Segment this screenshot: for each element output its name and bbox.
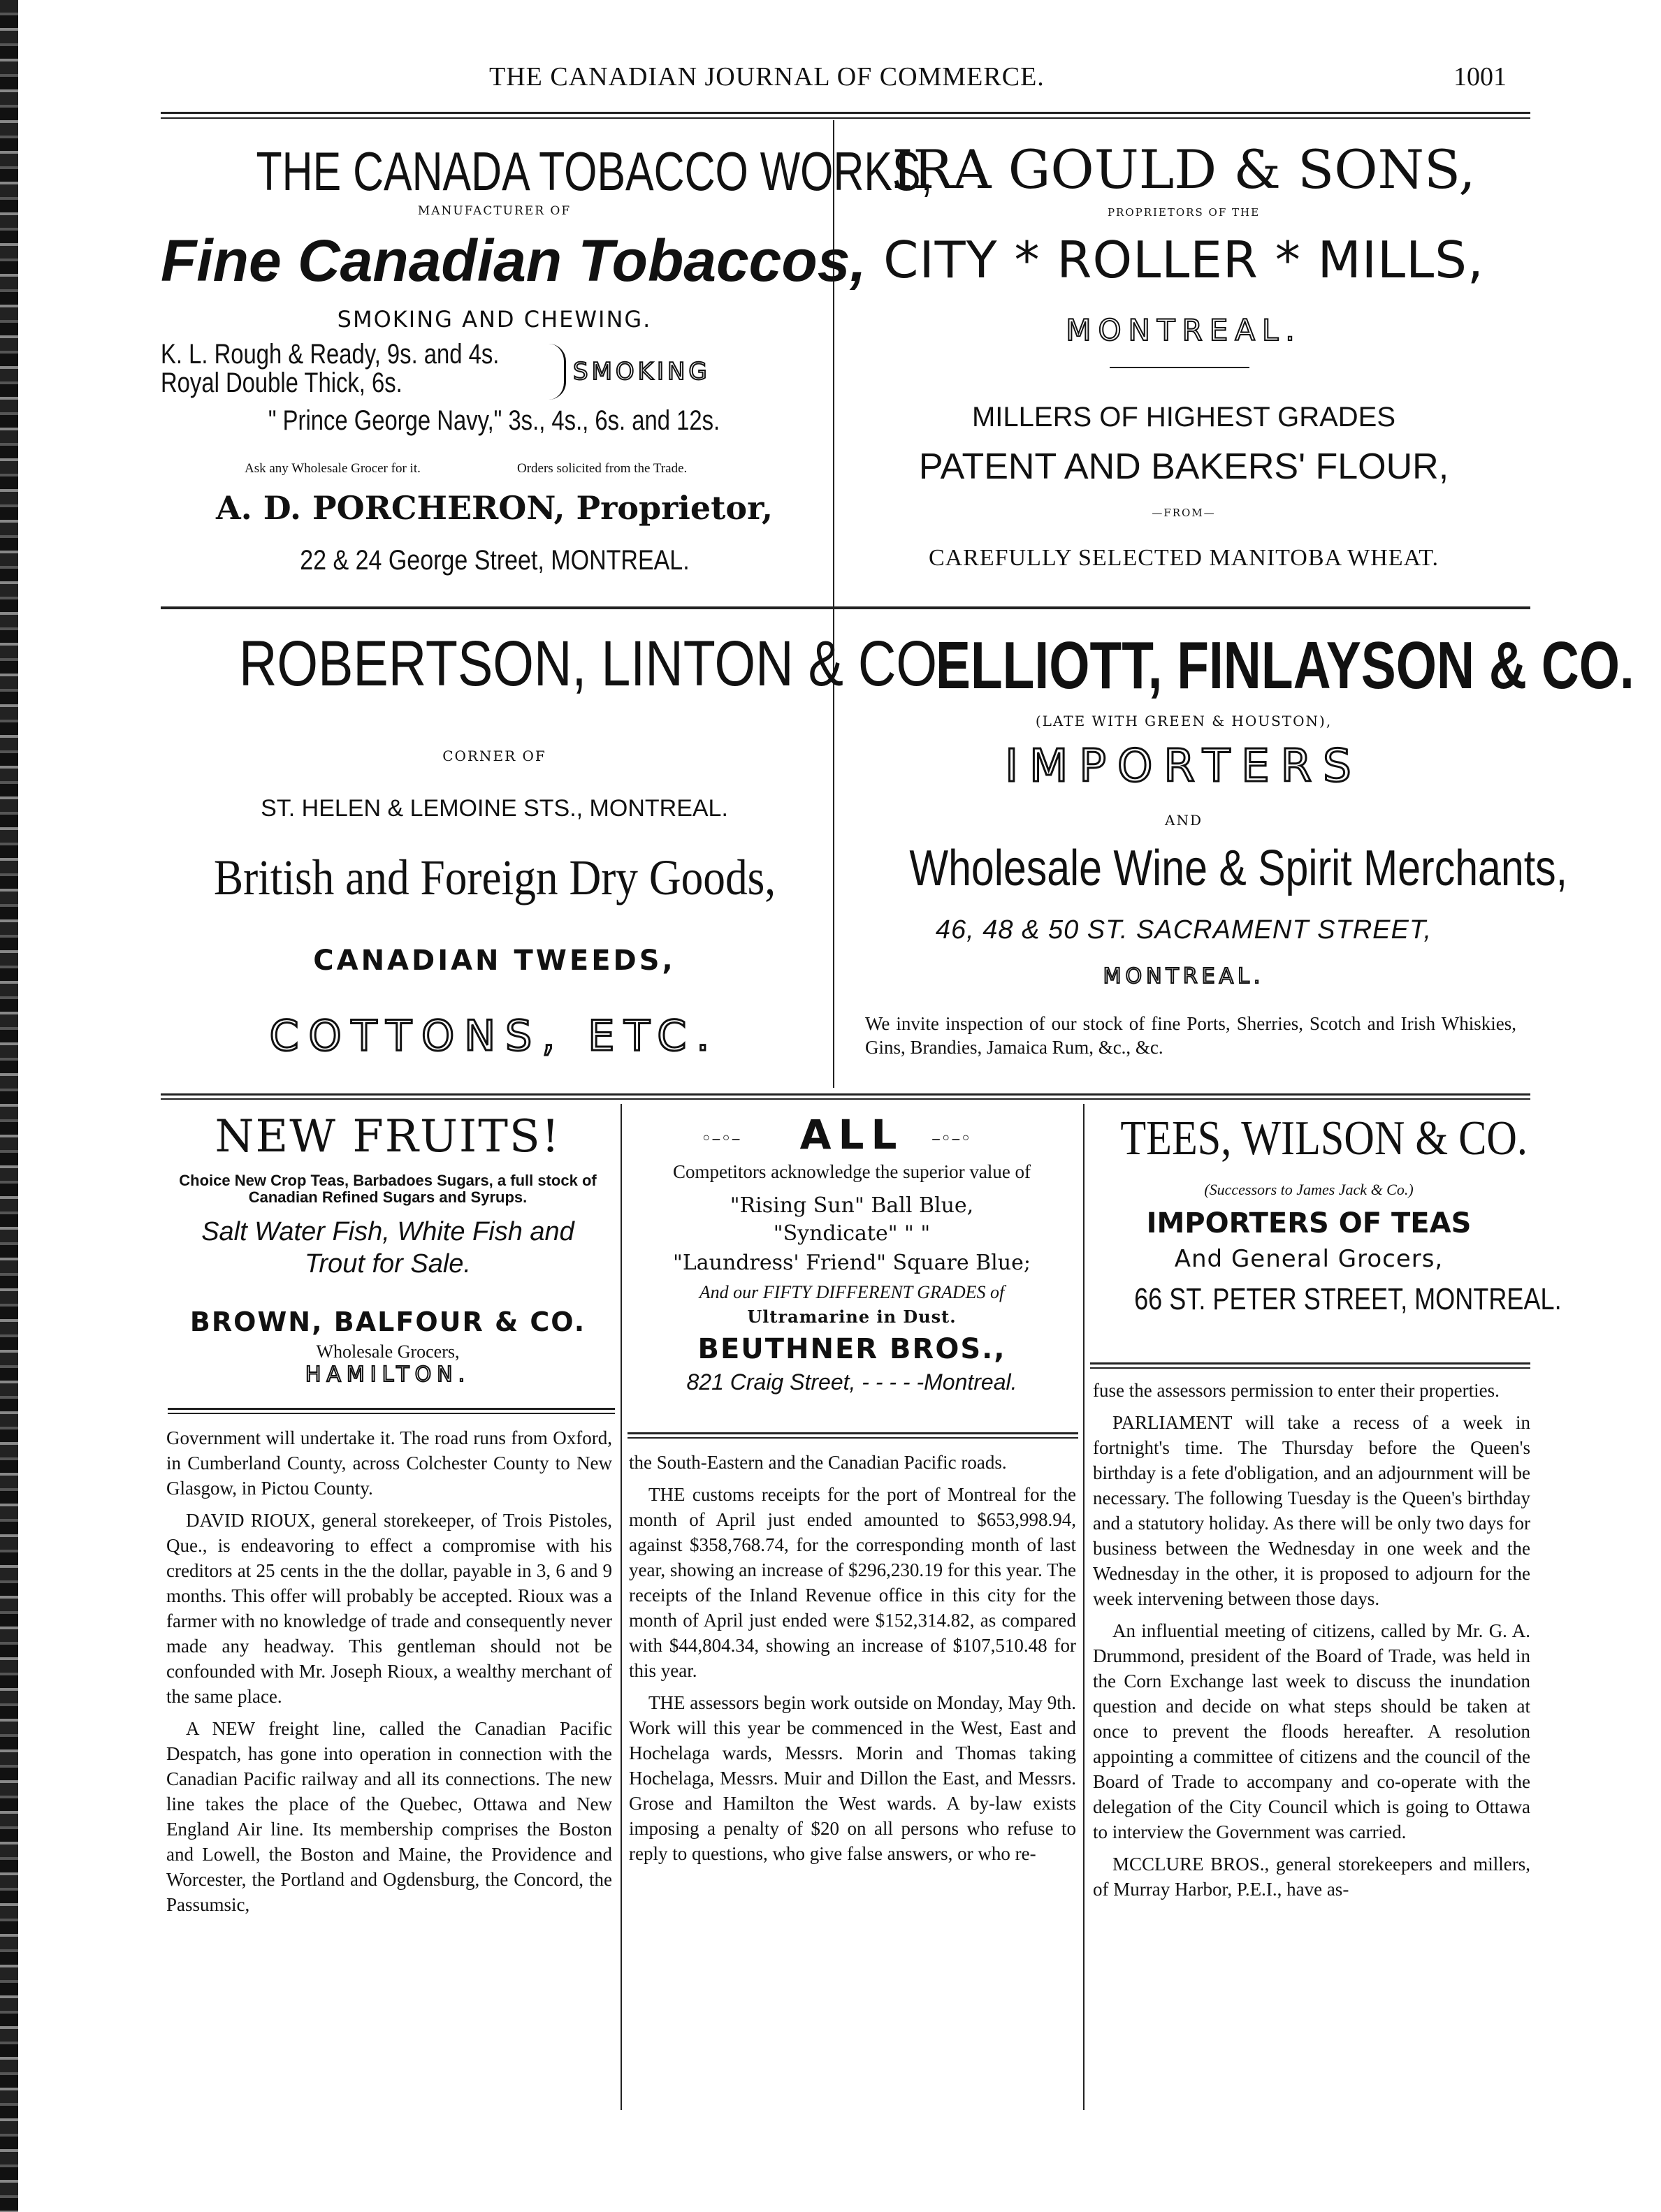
gould-from: —FROM— (1152, 507, 1216, 519)
tees-address: 66 ST. PETER STREET, MONTREAL. (1134, 1282, 1562, 1316)
ad-canada-tobacco (161, 126, 933, 601)
col2-para-3: THE assessors begin work outside on Monday, May 9th. Work will this year be commenced in the West, East and Hochelaga wards, Messrs. Morin and Thomas taking Hochelaga, Messrs. Muir and Dillon the East, and Messrs. Grose and Hamilton the West wards. A by-law exists imposing a penalty of $20 on all persons who refuse to reply to questions, who give false answers, or who re- (629, 1692, 1076, 1864)
journal-title: THE CANADIAN JOURNAL OF COMMERCE. (489, 62, 1045, 92)
running-header (168, 61, 1523, 103)
header-rule-2 (161, 117, 1530, 119)
col1-para-1: Government will undertake it. The road runs from Oxford, in Cumberland County, across Colchester County to New Glasgow, in Pictou County. (166, 1427, 612, 1499)
tobacco-note-left: Ask any Wholesale Grocer for it. (245, 461, 421, 476)
article-column-2 (629, 1450, 1076, 1873)
elliott-and: AND (1165, 812, 1203, 829)
header-rule (161, 112, 1530, 114)
column-divider-1 (621, 1104, 622, 2110)
elliott-invite: We invite inspection of our stock of fine Ports, Sherries, Scotch and Irish Whiskies, Gins, Brandies, Jamaica Rum, &c., &c. (865, 1013, 1516, 1058)
fruits-firm: BROWN, BALFOUR & CO. (189, 1307, 586, 1337)
col3-para-4: MCCLURE BROS., general storekeepers and millers, of Murray Harbor, P.E.I., have as- (1093, 1854, 1530, 1900)
gould-wheat: CAREFULLY SELECTED MANITOBA WHEAT. (928, 545, 1439, 571)
all-address: 821 Craig Street, - - - - -Montreal. (686, 1369, 1017, 1395)
ad-rule-2 (161, 1093, 1530, 1096)
gould-city: MONTREAL. (1066, 313, 1302, 347)
tobacco-name: THE CANADA TOBACCO WORKS, (256, 140, 933, 202)
elliott-late: (LATE WITH GREEN & HOUSTON), (1035, 713, 1333, 729)
elliott-name: ELLIOTT, FINLAYSON & CO. (936, 628, 1634, 703)
gould-rule (1110, 367, 1249, 368)
ad-rule-2b (161, 1098, 1530, 1100)
tobacco-item-3: " Prince George Navy," 3s., 4s., 6s. and 12s. (268, 405, 720, 436)
fruits-fish: Salt Water Fish, White Fish and Trout for Sale. (201, 1217, 574, 1279)
all-bottom-rule (628, 1432, 1078, 1434)
article-column-3 (1093, 1378, 1530, 1909)
ad-ira-gould (837, 126, 1530, 601)
col1-para-3: A NEW freight line, called the Canadian Pacific Despatch, has gone into operation in connection with the Canadian Pacific railway and all its connections. The new line takes the place of the Quebec, Ottawa and New England Air line. Its membership comprises the Boston and Lowell, the Boston and Maine, the Providence and Worcester, the Portland and Ogdensburg, the Concord, the Passumsic, (166, 1718, 612, 1915)
gould-subtitle: PROPRIETORS OF THE (1107, 206, 1261, 219)
tobacco-kind: SMOKING AND CHEWING. (337, 306, 652, 333)
all-headline: ALL (799, 1111, 904, 1158)
robertson-name: ROBERTSON, LINTON & CO. (238, 628, 952, 699)
all-line4: "Laundress' Friend" Square Blue; (673, 1251, 1031, 1275)
ad-rule-1 (161, 606, 1530, 609)
gould-mills: CITY * ROLLER * MILLS, (883, 231, 1484, 289)
col2-para-2: THE customs receipts for the port of Montreal for the month of April just ended amounted to $653,998.94, against $358,768.74, for the corresponding month of last year, showing an increase of $296,230.19 for this year. The receipts of the Inland Revenue office in this city for the month of April just ended were $152,314.82, as compared with $44,804.34, showing an increase of $107,510.48 for this year. (629, 1484, 1076, 1681)
tees-importers: IMPORTERS OF TEAS (1146, 1207, 1472, 1239)
fruits-line1: Choice New Crop Teas, Barbadoes Sugars, a full stock of Canadian Refined Sugars and Syrups. (179, 1172, 597, 1206)
all-line3: "Syndicate" " " (773, 1221, 931, 1246)
tees-bottom-rule-2 (1090, 1367, 1530, 1369)
col3-para-2: PARLIAMENT will take a recess of a week in fortnight's time. The Thursday before the Queen's birthday is a fete d'obligation, and an adjournment will be necessary. The following Tuesday is the Queen's birthday and a statutory holiday. As there will be only two days for business between the Wednesday in one week and the Wednesday in the other, it is proposed to adjourn for the week intervening between those days. (1093, 1412, 1530, 1609)
gould-line2: PATENT AND BAKERS' FLOUR, (918, 446, 1449, 487)
all-line2: "Rising Sun" Ball Blue, (730, 1193, 974, 1218)
page-number: 1001 (1453, 62, 1507, 92)
tobacco-smoking-label: SMOKING (573, 358, 711, 386)
tobacco-bracket (549, 344, 566, 400)
all-ornament-left: ◦–◦– (701, 1128, 741, 1149)
col3-para-3: An influential meeting of citizens, called by Mr. G. A. Drummond, president of the Board of Trade, was held in the Corn Exchange last week to discuss the inundation question and decide on what steps should be taken at once to prevent the floods hereafter. A resolution appointing a committee of citizens and the council of the Board of Trade to accompany and co-operate with the delegation of the City Council which is going to Ottawa to interview the Government was carried. (1093, 1620, 1530, 1842)
ad-new-fruits (161, 1111, 615, 1397)
ad-beuthner (624, 1111, 1080, 1397)
col2-para-1: the South-Eastern and the Canadian Pacific roads. (629, 1452, 1007, 1473)
ad-elliott-finlayson (837, 615, 1634, 1090)
fruits-city: HAMILTON. (305, 1362, 471, 1387)
article-column-1 (166, 1425, 612, 1924)
robertson-streets: ST. HELEN & LEMOINE STS., MONTREAL. (261, 795, 728, 822)
ad-tees-wilson (1087, 1111, 1562, 1355)
tees-bottom-rule (1090, 1362, 1530, 1365)
robertson-cottons: COTTONS, ETC. (269, 1012, 720, 1061)
all-line1: Competitors acknowledge the superior value of (672, 1161, 1031, 1182)
tees-name: TEES, WILSON & CO. (1120, 1112, 1528, 1165)
all-ornament-right: –◦–◦ (931, 1128, 971, 1149)
col3-para-1: fuse the assessors permission to enter their properties. (1093, 1380, 1500, 1401)
tees-grocers: And General Grocers, (1174, 1245, 1444, 1273)
all-bottom-rule-2 (628, 1437, 1078, 1439)
all-line5: And our FIFTY DIFFERENT GRADES of (699, 1282, 1005, 1302)
tobacco-address: 22 & 24 George Street, MONTREAL. (299, 545, 690, 576)
tobacco-item-1: K. L. Rough & Ready, 9s. and 4s. (161, 339, 500, 370)
robertson-tweeds: CANADIAN TWEEDS, (313, 945, 676, 977)
robertson-corner: CORNER OF (442, 748, 546, 764)
gould-line1: MILLERS OF HIGHEST GRADES (971, 402, 1396, 432)
col1-para-2: DAVID RIOUX, general storekeeper, of Trois Pistoles, Que., is endeavoring to effect a compromise with his creditors at 25 cents in the the dollar, payable in 3, 6 and 9 months. This offer will probably be accepted. Rioux was a farmer with no knowledge of trade and consequently never made any headway. This gentleman should not be confounded with Mr. Joseph Rioux, a wealthy merchant of the same place. (166, 1510, 612, 1707)
gould-name: IRA GOULD & SONS, (892, 138, 1476, 201)
all-firm: BEUTHNER BROS., (697, 1333, 1006, 1365)
fruits-grocers: Wholesale Grocers, (316, 1341, 460, 1362)
fruits-bottom-rule (168, 1408, 615, 1410)
robertson-goods: British and Foreign Dry Goods, (213, 850, 776, 905)
scan-edge (0, 0, 18, 2212)
elliott-importers: IMPORTERS (1005, 741, 1363, 792)
fruits-bottom-rule-2 (168, 1413, 615, 1414)
ad-robertson-linton (161, 615, 952, 1090)
elliott-address: 46, 48 & 50 ST. SACRAMENT STREET, (935, 915, 1432, 945)
tobacco-subtitle: MANUFACTURER OF (417, 204, 572, 218)
elliott-city: MONTREAL. (1103, 964, 1265, 989)
fruits-headline: NEW FRUITS! (215, 1111, 561, 1163)
elliott-merchants: Wholesale Wine & Spirit Merchants, (909, 841, 1568, 896)
tobacco-note-right: Orders solicited from the Trade. (517, 461, 688, 476)
column-divider-2 (1083, 1104, 1085, 2110)
all-line6: Ultramarine in Dust. (747, 1307, 957, 1327)
tobacco-proprietor: A. D. PORCHERON, Proprietor, (216, 489, 773, 527)
tobacco-item-2: Royal Double Thick, 6s. (161, 368, 402, 398)
tees-successors: (Successors to James Jack & Co.) (1204, 1181, 1414, 1198)
tobacco-headline: Fine Canadian Tobaccos, (161, 228, 866, 293)
